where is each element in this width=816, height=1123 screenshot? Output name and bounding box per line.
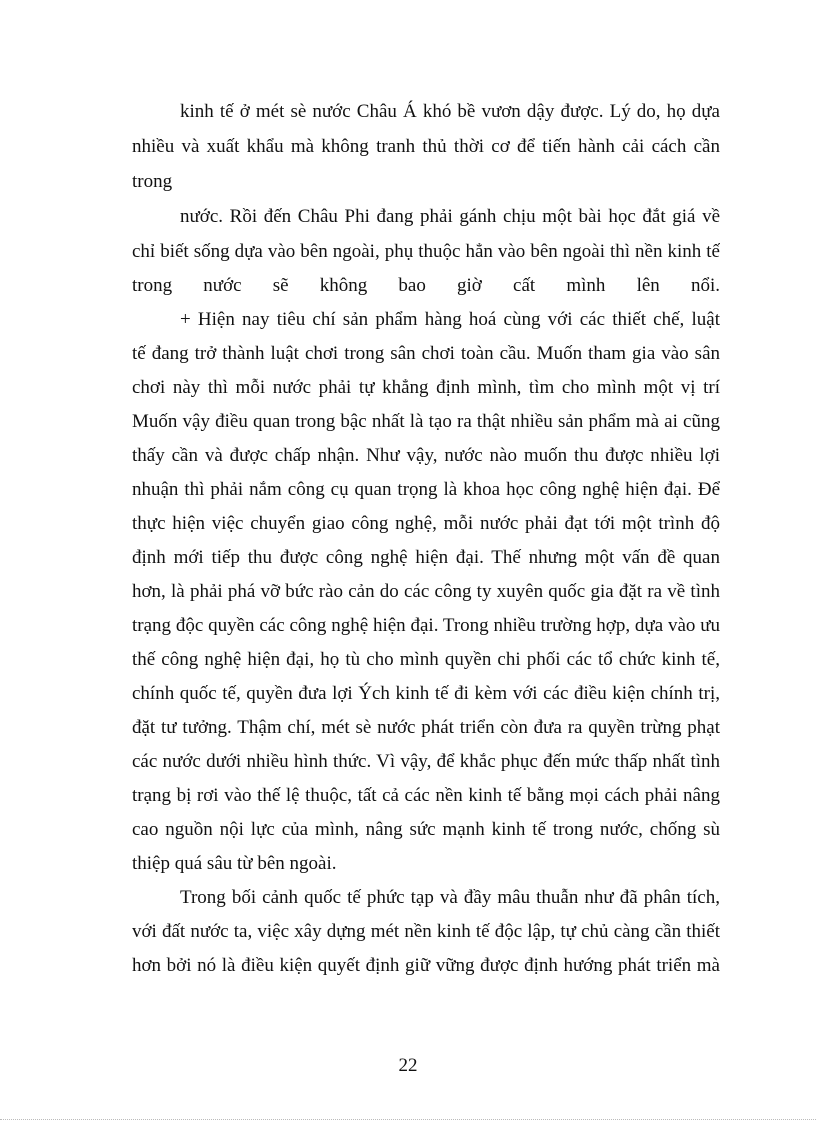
text-line: cao nguồn nội lực của mình, nâng sức mạnh kinh tế trong nước, chống sù	[132, 819, 720, 840]
text-line: trạng độc quyền các công nghệ hiện đại. Trong nhiều trường hợp, dựa vào ưu	[132, 615, 720, 636]
text-line: + Hiện nay tiêu chí sản phẩm hàng hoá cùng với các thiết chế, luật	[180, 309, 720, 330]
text-line: tế đang trở thành luật chơi trong sân chơi toàn cầu. Muốn tham gia vào sân	[132, 343, 720, 364]
text-line: với đất nước ta, việc xây dựng mét nền kinh tế độc lập, tự chủ càng cần thiết	[132, 921, 720, 942]
text-line: hơn, là phải phá vỡ bức rào cản do các công ty xuyên quốc gia đặt ra về tình	[132, 581, 720, 602]
text-line: thực hiện việc chuyển giao công nghệ, mỗi nước phải đạt tới một trình độ	[132, 513, 720, 534]
text-line: chính quốc tế, quyền đưa lợi Ých kinh tế đi kèm với các điều kiện chính trị,	[132, 683, 720, 704]
text-line: nhuận thì phải nắm công cụ quan trọng là khoa học công nghệ hiện đại. Để	[132, 479, 720, 500]
text-line: trạng bị rơi vào thế lệ thuộc, tất cả các nền kinh tế bằng mọi cách phải nâng	[132, 785, 720, 806]
text-line: nước. Rồi đến Châu Phi đang phải gánh chịu một bài học đắt giá về	[180, 206, 720, 227]
text-line: thấy cần và được chấp nhận. Như vậy, nước nào muốn thu được nhiều lợi	[132, 445, 720, 466]
text-line: chỉ biết sống dựa vào bên ngoài, phụ thuộc hẳn vào bên ngoài thì nền kinh tế	[132, 241, 720, 262]
text-line: đặt tư tưởng. Thậm chí, mét sè nước phát triển còn đưa ra quyền trừng phạt	[132, 717, 720, 738]
text-line: kinh tế ở mét sè nước Châu Á khó bề vươn dậy được. Lý do, họ dựa	[180, 101, 720, 122]
text-line: trong	[132, 171, 173, 192]
text-line: các nước dưới nhiều hình thức. Vì vậy, để khắc phục đến mức thấp nhất tình	[132, 751, 720, 772]
text-line: thiệp quá sâu từ bên ngoài.	[132, 853, 337, 874]
text-line: thế công nghệ hiện đại, họ tù cho mình quyền chi phối các tổ chức kinh tế,	[132, 649, 720, 670]
text-line: nhiều và xuất khẩu mà không tranh thủ thời cơ để tiến hành cải cách cần	[132, 136, 720, 157]
text-line: trong nước sẽ không bao giờ cất mình lên nổi.	[132, 275, 720, 296]
text-line: Muốn vậy điều quan trong bậc nhất là tạo ra thật nhiều sản phẩm mà ai cũng	[132, 411, 720, 432]
text-line: chơi này thì mỗi nước phải tự khẳng định mình, tìm cho mình một vị trí	[132, 377, 720, 398]
page-number: 22	[398, 1055, 418, 1076]
text-line: hơn bởi nó là điều kiện quyết định giữ vững được định hướng phát triển mà	[132, 955, 720, 976]
text-line: định mới tiếp thu được công nghệ hiện đại. Thế nhưng một vấn đề quan	[132, 547, 720, 568]
page-bottom-border	[0, 1119, 816, 1120]
text-line: Trong bối cảnh quốc tế phức tạp và đầy mâu thuẫn như đã phân tích,	[180, 887, 720, 908]
